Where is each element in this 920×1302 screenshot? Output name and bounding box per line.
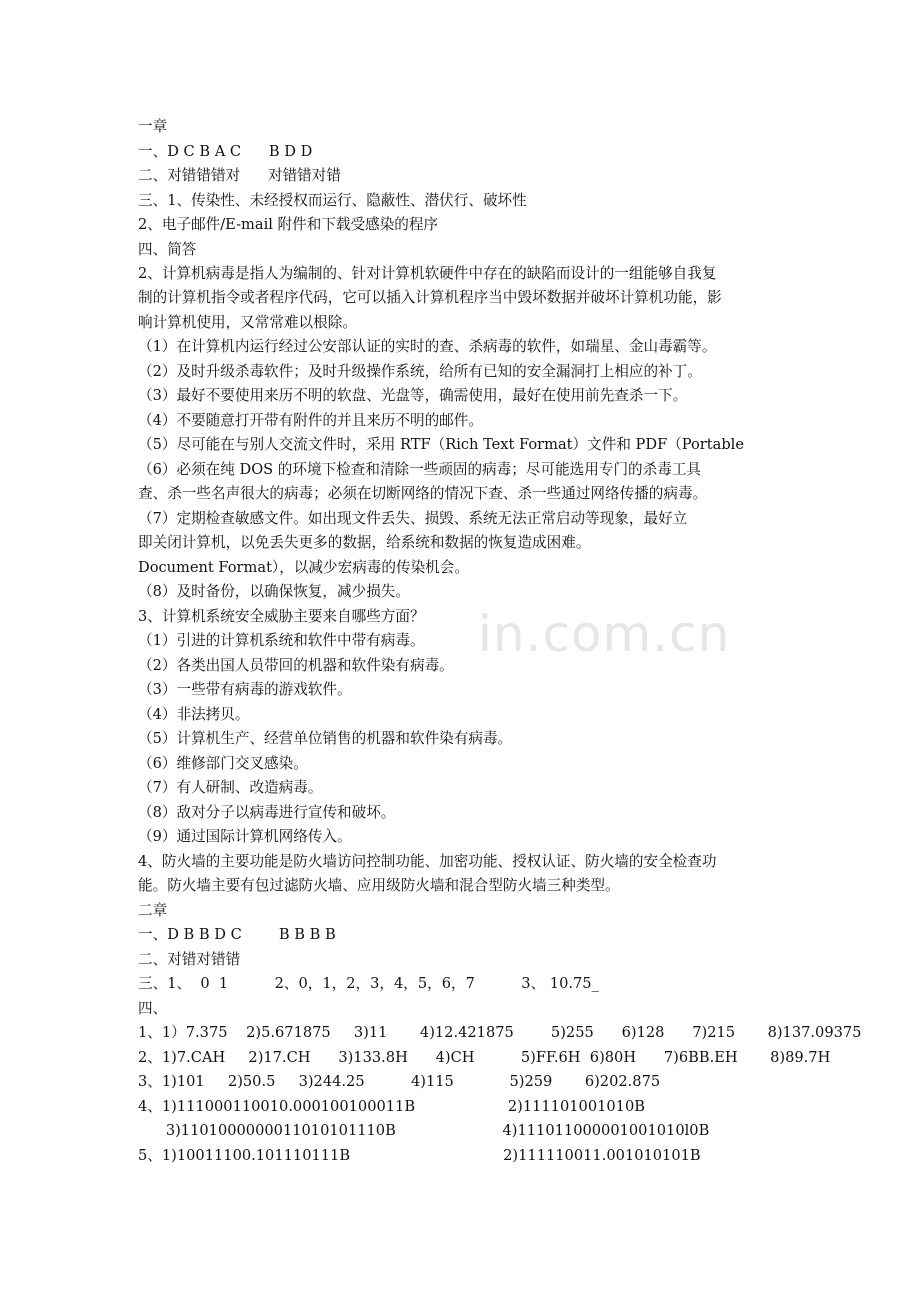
true-false-answers-1: 二、对错错错对 对错错对错 <box>138 167 341 184</box>
conversion-answers-4: 4、1)111000110010.000100100011B 2)111101001010B <box>138 1098 645 1115</box>
list-item: （5）计算机生产、经营单位销售的机器和软件染有病毒。 <box>138 730 513 747</box>
short-answer-heading: 四、简答 <box>138 241 197 258</box>
chapter-1-heading: 一章 <box>138 118 168 135</box>
paragraph-line: 4、防火墙的主要功能是防火墙访问控制功能、加密功能、授权认证、防火墙的安全检查功 <box>138 853 717 870</box>
paragraph-line: 响计算机使用，又常常难以根除。 <box>138 314 357 331</box>
list-item: （3）最好不要使用来历不明的软盘、光盘等，确需使用，最好在使用前先查杀一下。 <box>138 387 688 404</box>
list-item: （4）不要随意打开带有附件的并且来历不明的邮件。 <box>138 412 483 429</box>
conversion-answers-5: 5、1)10011100.101110111B 2)111110011.001010101B <box>138 1147 701 1164</box>
fill-answer-2: 2、电子邮件/E-mail 附件和下载受感染的程序 <box>138 216 439 233</box>
list-item: （6）必须在纯 DOS 的环境下检查和清除一些顽固的病毒；尽可能选用专门的杀毒工具 <box>138 461 702 478</box>
fill-answer-1: 三、1、传染性、未经授权而运行、隐蔽性、潜伏行、破坏性 <box>138 192 527 209</box>
true-false-answers-2: 二、对错对错错 <box>138 951 241 968</box>
paragraph-line: Document Format），以减少宏病毒的传染机会。 <box>138 559 469 576</box>
fill-answers-2: 三、1、 0 1 2、0，1，2，3，4，5，6，7 3、 10.75_ <box>138 975 599 992</box>
section-four-heading: 四、 <box>138 1000 168 1017</box>
list-item: （2）及时升级杀毒软件；及时升级操作系统，给所有已知的安全漏洞打上相应的补丁。 <box>138 363 702 380</box>
paragraph-line: 制的计算机指令或者程序代码，它可以插入计算机程序当中毁坏数据并破坏计算机功能，影 <box>138 289 722 306</box>
list-item: （7）有人研制、改造病毒。 <box>138 779 323 796</box>
list-item: （2）各类出国人员带回的机器和软件染有病毒。 <box>138 657 454 674</box>
list-item: （1）在计算机内运行经过公安部认证的实时的查、杀病毒的软件，如瑞星、金山毒霸等。 <box>138 338 717 355</box>
list-item: （3）一些带有病毒的游戏软件。 <box>138 681 352 698</box>
list-item: （8）及时备份，以确保恢复，减少损失。 <box>138 583 410 600</box>
question-heading: 3、计算机系统安全威胁主要来自哪些方面？ <box>138 608 425 625</box>
watermark: in.com.cn <box>478 605 731 663</box>
list-item: （5）尽可能在与别人交流文件时，采用 RTF（Rich Text Format）文件和 PDF（Portable <box>138 436 744 453</box>
paragraph-line: 即关闭计算机，以免丢失更多的数据，给系统和数据的恢复造成困难。 <box>138 534 591 551</box>
conversion-answers-3: 3、1)101 2)50.5 3)244.25 4)115 5)259 6)202.875 <box>138 1073 661 1090</box>
choice-answers-1: 一、D C B A C B D D <box>138 143 313 160</box>
conversion-answers-4b: 3)1101000000011010101110B 4)111011000001001010l0B <box>138 1122 710 1139</box>
list-item: （8）敌对分子以病毒进行宣传和破坏。 <box>138 804 396 821</box>
list-item: （4）非法拷贝。 <box>138 706 250 723</box>
list-item: （7）定期检查敏感文件。如出现文件丢失、损毁、系统无法正常启动等现象，最好立 <box>138 510 688 527</box>
list-item: （6）维修部门交叉感染。 <box>138 755 308 772</box>
list-item: （1）引进的计算机系统和软件中带有病毒。 <box>138 632 425 649</box>
choice-answers-2: 一、D B B D C B B B B <box>138 926 336 943</box>
paragraph-line: 能。防火墙主要有包过滤防火墙、应用级防火墙和混合型防火墙三种类型。 <box>138 877 620 894</box>
paragraph-line: 查、杀一些名声很大的病毒；必须在切断网络的情况下查、杀一些通过网络传播的病毒。 <box>138 485 708 502</box>
conversion-answers-2: 2、1)7.CAH 2)17.CH 3)133.8H 4)CH 5)FF.6H 6)80H 7)6BB.EH 8)89.7H <box>138 1049 831 1066</box>
conversion-answers-1: 1、1）7.375 2)5.671875 3)11 4)12.421875 5)255 6)128 7)215 8)137.09375 <box>138 1024 862 1041</box>
list-item: （9）通过国际计算机网络传入。 <box>138 828 352 845</box>
chapter-2-heading: 二章 <box>138 902 168 919</box>
paragraph-line: 2、计算机病毒是指人为编制的、针对计算机软硬件中存在的缺陷而设计的一组能够自我复 <box>138 265 717 282</box>
